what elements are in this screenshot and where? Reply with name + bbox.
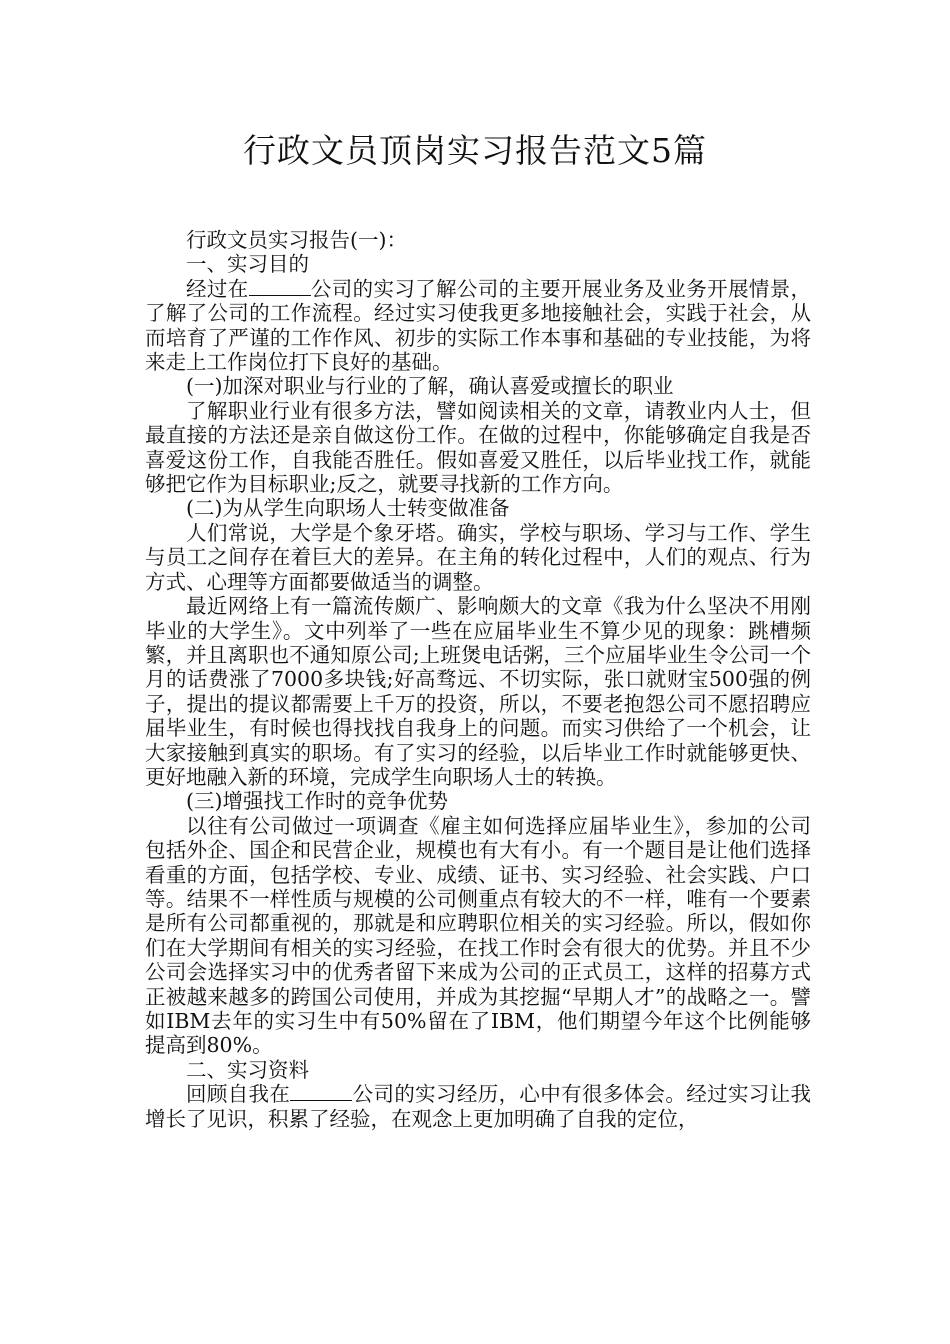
section-heading: 一、实习目的 [186, 252, 309, 277]
section-heading: 二、实习资料 [186, 1057, 309, 1082]
subsection-heading: (三)增强找工作时的竞争优势 [186, 789, 448, 814]
paragraph-prefix: 回顾自我在 [186, 1082, 291, 1107]
document-title: 行政文员顶岗实习报告范文5篇 [243, 131, 707, 170]
paragraph-text: 公司的实习了解公司的主要开展业务及业务开展情景，了解了公司的工作流程。经过实习使我更多地接触社会，实践于社会，从而培育了严谨的工作作风、初步的实际工作本事和基础的专业技能，为将来走上工作岗位打下良好的基础。 [145, 276, 812, 375]
paragraph-text: 公司的实习经历，心中有很多体会。经过实习让我增长了见识，积累了经验，在观念上更加明确了自我的定位， [145, 1082, 812, 1131]
body-paragraph: 最近网络上有一篇流传颇广、影响颇大的文章《我为什么坚决不用刚毕业的大学生》。文中列举了一些在应届毕业生不算少见的现象：跳槽频繁，并且离职也不通知原公司;上班煲电话粥，三个应届毕业生令公司一个月的话费涨了7000多块钱;好高骛远、不切实际，张口就财宝500强的例子，提出的提议都需要上千万的投资，所以，不要老抱怨公司不愿招聘应届毕业生，有时候也得找找自我身上的问题。而实习供给了一个机会，让大家接触到真实的职场。有了实习的经验，以后毕业工作时就能够更快、更好地融入新的环境，完成学生向职场人士的转换。 [145, 594, 811, 789]
subsection-heading: (二)为从学生向职场人士转变做准备 [186, 496, 510, 521]
body-paragraph: 了解职业行业有很多方法，譬如阅读相关的文章，请教业内人士，但最直接的方法还是亲自做这份工作。在做的过程中，你能够确定自我是否喜爱这份工作，自我能否胜任。假如喜爱又胜任，以后毕业找工作，就能够把它作为目标职业;反之，就要寻找新的工作方向。 [145, 398, 811, 497]
blank-underline [290, 1082, 352, 1101]
blank-underline [249, 277, 311, 296]
body-paragraph: 以往有公司做过一项调查《雇主如何选择应届毕业生》，参加的公司包括外企、国企和民营企业，规模也有大有小。有一个题目是让他们选择看重的方面，包括学校、专业、成绩、证书、实习经验、社会实践、户口等。结果不一样性质与规模的公司侧重点有较大的不一样，唯有一个要素是所有公司都重视的，那就是和应聘职位相关的实习经验。所以，假如你们在大学期间有相关的实习经验，在找工作时会有很大的优势。并且不少公司会选择实习中的优秀者留下来成为公司的正式员工，这样的招募方式正被越来越多的跨国公司使用，并成为其挖掘“早期人才”的战略之一。譬如IBM去年的实习生中有50%留在了IBM，他们期望今年这个比例能够提高到80%。 [145, 813, 811, 1058]
subsection-heading: (一)加深对职业与行业的了解，确认喜爱或擅长的职业 [186, 374, 674, 399]
body-paragraph: 人们常说，大学是个象牙塔。确实，学校与职场、学习与工作、学生与员工之间存在着巨大的差异。在主角的转化过程中，人们的观点、行为方式、心理等方面都要做适当的调整。 [145, 520, 811, 594]
section-heading: 行政文员实习报告(一)： [186, 228, 407, 252]
paragraph-prefix: 经过在 [186, 276, 249, 301]
body-paragraph [145, 1082, 811, 1131]
document-body [145, 228, 811, 1131]
body-paragraph [145, 277, 811, 375]
